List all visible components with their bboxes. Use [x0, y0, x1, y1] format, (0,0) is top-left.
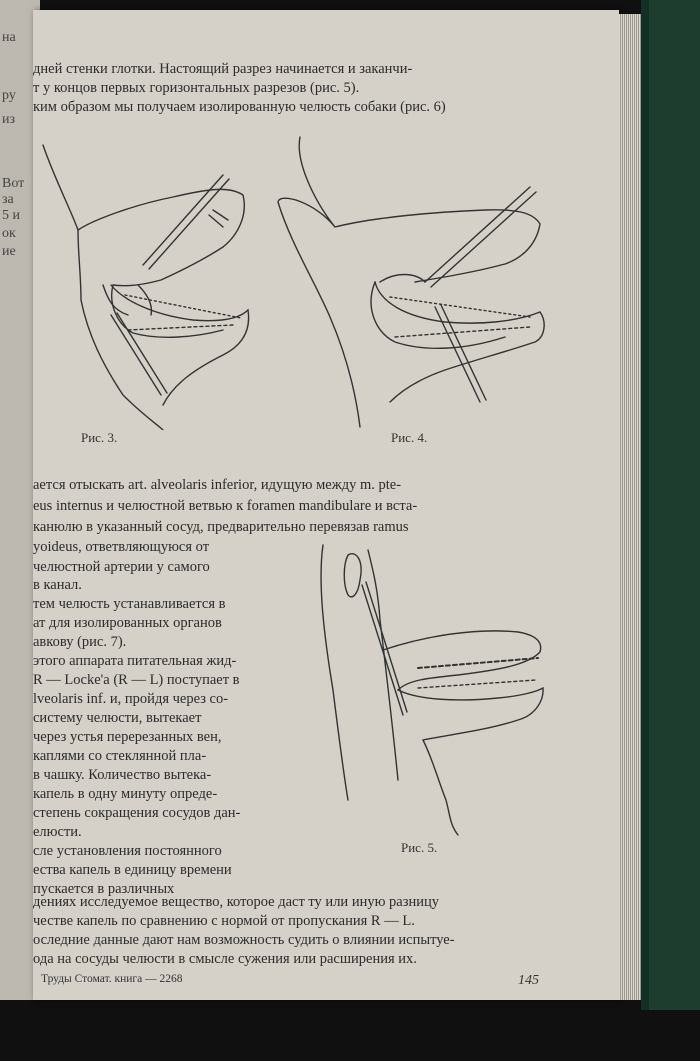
text-line: т у концов первых горизонтальных разрезов (рис. 5). [33, 80, 360, 96]
text-line: елюсти. [33, 824, 82, 840]
prev-page-fragment: ие [2, 244, 16, 259]
text-line: степень сокращения сосудов дан- [33, 805, 241, 821]
figure-3-caption: Рис. 3. [81, 430, 118, 445]
prev-page-fragment: ок [2, 226, 16, 241]
text-line: ества капель в единицу времени [33, 862, 232, 878]
text-line: челюстной артерии у самого [33, 559, 210, 575]
text-line: капель в одну минуту опреде- [33, 786, 218, 802]
text-line: eus internus и челюстной ветвью к foramen mandibulare и вста- [33, 498, 418, 514]
text-line: этого аппарата питательная жид- [33, 653, 237, 669]
footer-signature: Труды Стомат. книга — 2268 [41, 973, 183, 985]
figure-5-drawing [308, 540, 548, 840]
figure-4-caption: Рис. 4. [391, 430, 428, 445]
text-line: в канал. [33, 577, 82, 593]
text-line: ат для изолированных органов [33, 615, 222, 631]
text-line: дениях исследуемое вещество, которое даст ту или иную разницу [33, 894, 439, 910]
text-line: в чашку. Количество вытека- [33, 767, 212, 783]
figure-4-drawing [275, 132, 565, 432]
prev-page-fragment: 5 и [2, 208, 20, 223]
text-line: честве капель по сравнению с нормой от пропускания R — L. [33, 913, 415, 929]
text-line: ается отыскать art. alveolaris inferior, идущую между m. pte- [33, 477, 402, 493]
text-line: ким образом мы получаем изолированную челюсть собаки (рис. 6) [33, 99, 446, 115]
text-line: канюлю в указанный сосуд, предварительно перевязав ramus [33, 519, 409, 535]
binding-stripe [641, 0, 649, 1010]
text-line: через устья перерезанных вен, [33, 729, 222, 745]
figure-5-caption: Рис. 5. [401, 840, 438, 855]
page-stack-edge [619, 14, 641, 1000]
prev-page-fragment: из [2, 112, 16, 127]
page-number: 145 [518, 973, 539, 988]
text-line: R — Locke'a (R — L) поступает в [33, 672, 240, 688]
text-line: пускается в различных [33, 881, 175, 897]
text-line: оследние данные дают нам возможность судить о влиянии испытуе- [33, 932, 455, 948]
prev-page-fragment: ру [2, 88, 16, 103]
figure-3-drawing [33, 135, 268, 430]
book-page [33, 10, 619, 1000]
text-line: тем челюсть устанавливается в [33, 596, 226, 612]
text-line: систему челюсти, вытекает [33, 710, 202, 726]
text-line: сле установления постоянного [33, 843, 222, 859]
text-line: lveolaris inf. и, пройдя через со- [33, 691, 229, 707]
text-line: дней стенки глотки. Настоящий разрез начинается и заканчи- [33, 61, 413, 77]
prev-page-fragment: Вот [2, 176, 25, 191]
text-line: авкову (рис. 7). [33, 634, 127, 650]
prev-page-fragment: за [2, 192, 14, 207]
book-binding [641, 0, 700, 1010]
text-line: каплями со стеклянной пла- [33, 748, 207, 764]
text-line: yoideus, ответвляющуюся от [33, 539, 210, 555]
text-line: ода на сосуды челюсти в смысле сужения или расширения их. [33, 951, 417, 967]
prev-page-fragment: на [2, 30, 16, 45]
